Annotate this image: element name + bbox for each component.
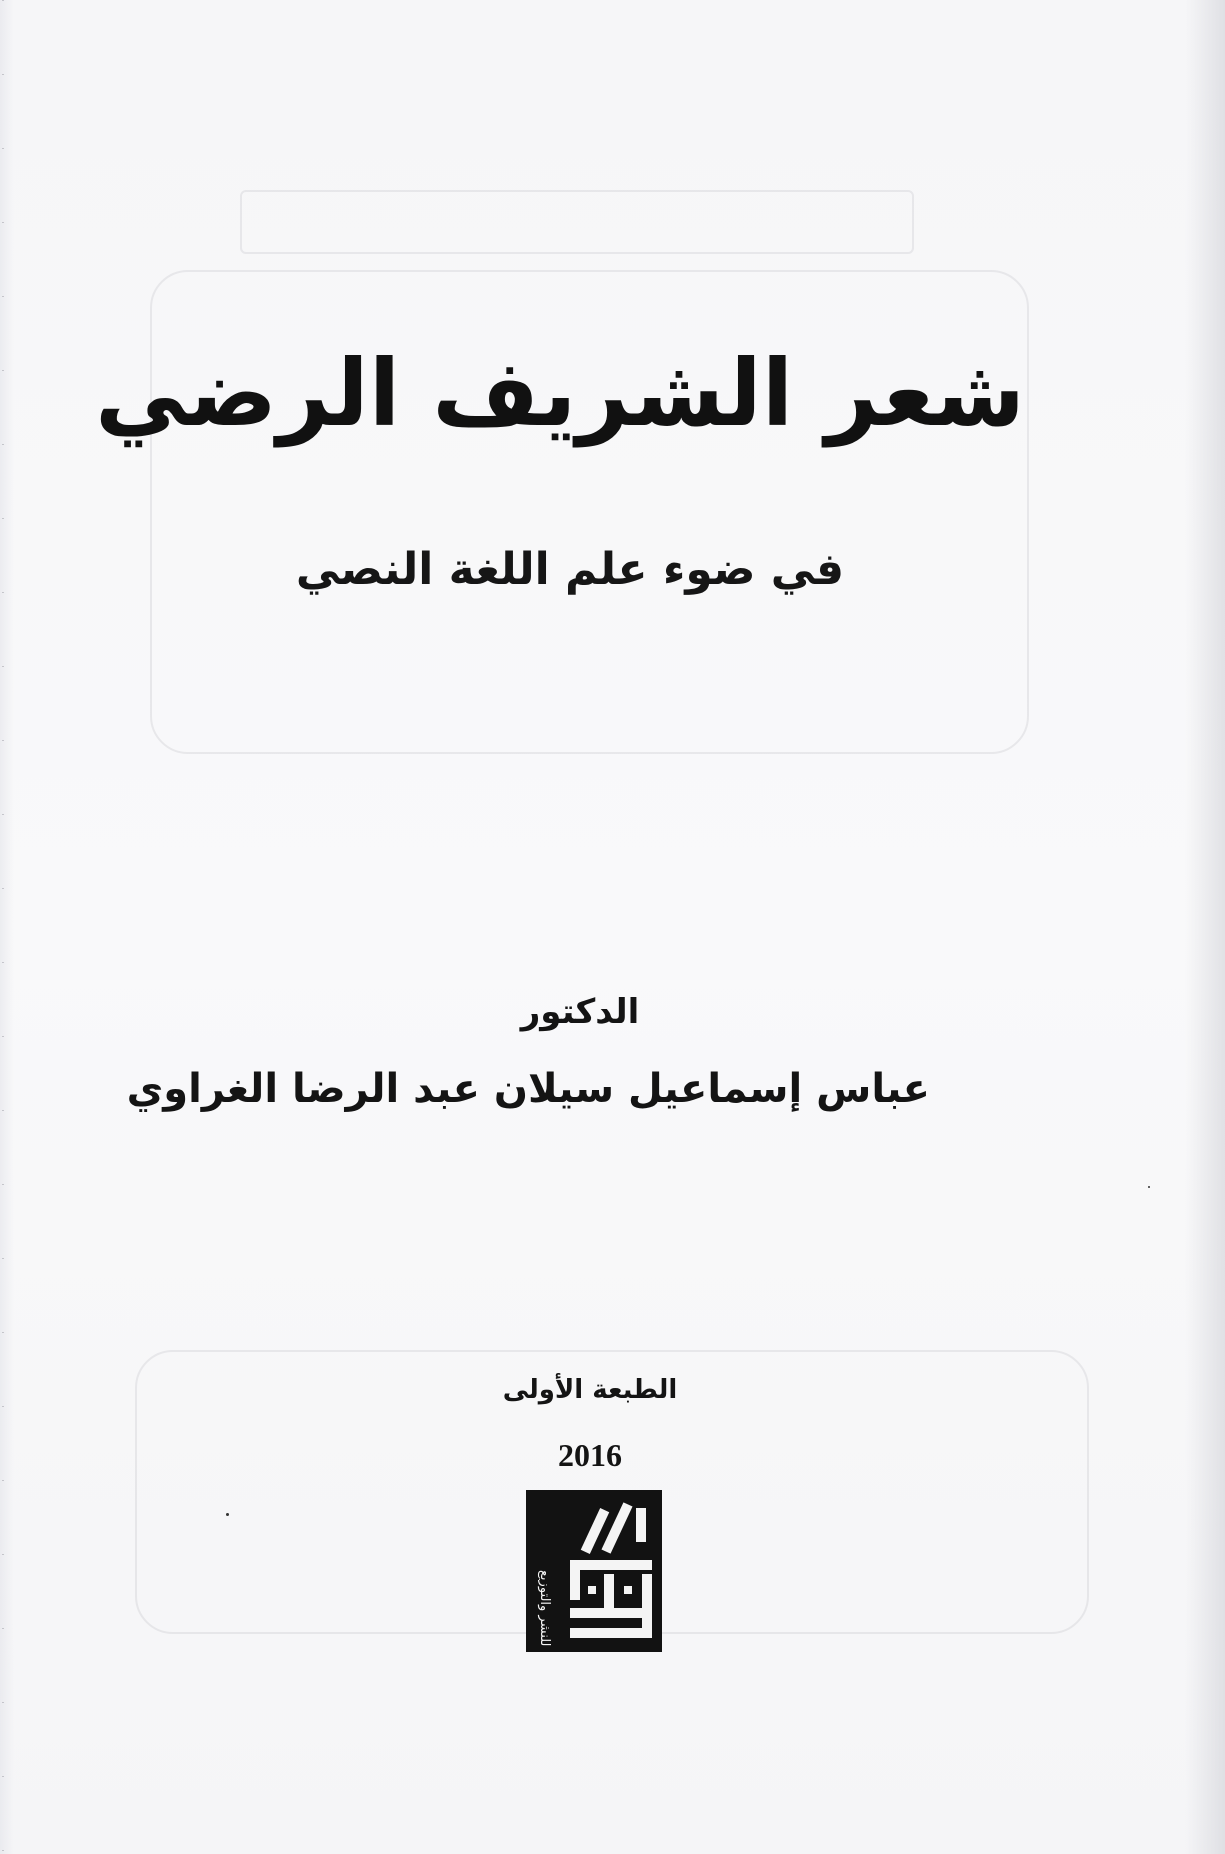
paper-speck	[226, 1513, 229, 1516]
logo-stroke	[570, 1560, 652, 1570]
logo-stroke	[570, 1560, 580, 1600]
author-name: عباس إسماعيل سيلان عبد الرضا الغراوي	[126, 1066, 930, 1112]
logo-stroke	[570, 1608, 652, 1618]
author-label: الدكتور	[520, 992, 640, 1032]
publisher-logo-icon	[526, 1490, 662, 1652]
paper-speck	[1148, 1186, 1150, 1188]
show-through-box-small	[240, 190, 914, 254]
publisher-logo-text: للنشر والتوزيع	[537, 1569, 552, 1646]
logo-stroke	[636, 1508, 646, 1542]
book-subtitle: في ضوء علم اللغة النصي	[295, 544, 845, 595]
logo-dot	[588, 1586, 596, 1594]
logo-stroke	[570, 1628, 652, 1638]
publication-year: 2016	[558, 1437, 622, 1473]
binding-edge	[2, 0, 4, 1854]
logo-stroke	[604, 1574, 614, 1608]
logo-dot	[624, 1586, 632, 1594]
edition-label: الطبعة الأولى	[502, 1375, 678, 1405]
book-title: شعر الشريف الرضي	[94, 340, 1026, 447]
